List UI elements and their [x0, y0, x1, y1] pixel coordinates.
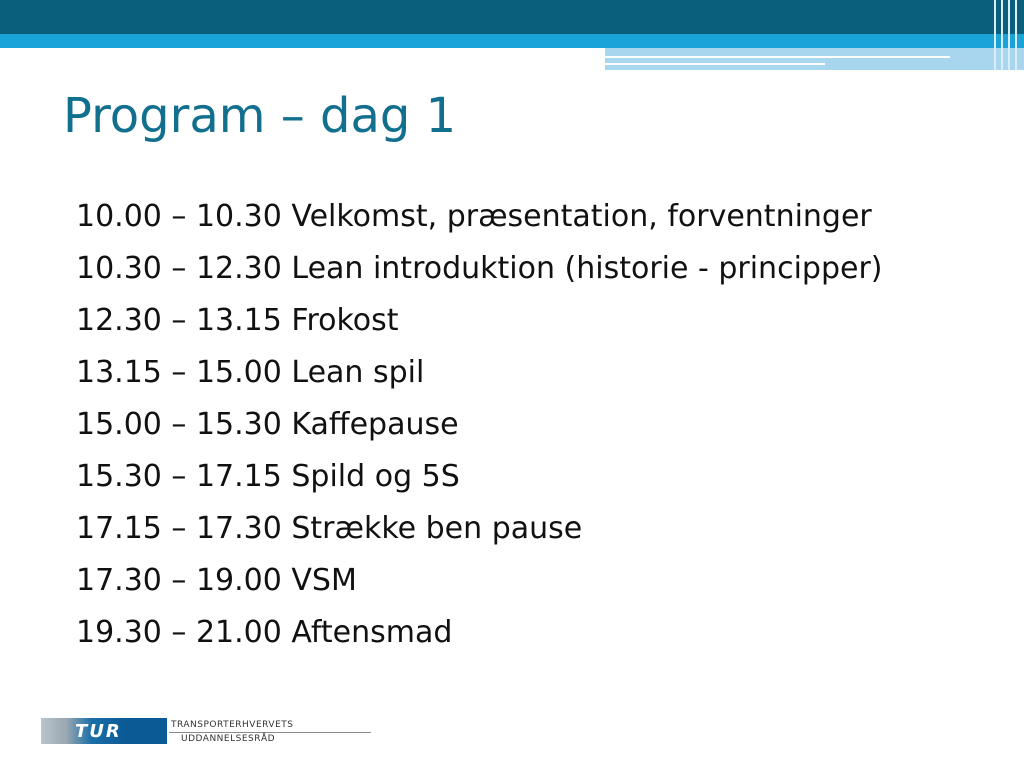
- agenda-item: 10.00 – 10.30 Velkomst, præsentation, forventninger: [76, 199, 872, 234]
- logo-mark-tail: [125, 718, 167, 744]
- header-stripe: [605, 63, 825, 65]
- header-stripe: [605, 56, 950, 58]
- agenda-item: 15.30 – 17.15 Spild og 5S: [76, 459, 460, 494]
- header-vertical-stripe: [1015, 0, 1017, 70]
- agenda-item: 12.30 – 13.15 Frokost: [76, 303, 399, 338]
- logo-org-name-line1: TRANSPORTERHVERVETS: [171, 720, 294, 730]
- slide-title: Program – dag 1: [63, 88, 457, 144]
- header-banner-light: [605, 48, 1024, 70]
- agenda-item: 15.00 – 15.30 Kaffepause: [76, 407, 459, 442]
- header-banner-mid: [0, 34, 1024, 48]
- agenda-list: [76, 191, 882, 659]
- header-banner-dark: [0, 0, 1024, 34]
- logo-org-name-line2: UDDANNELSESRÅD: [181, 734, 276, 744]
- agenda-item: 10.30 – 12.30 Lean introduktion (historie - principper): [76, 251, 883, 286]
- agenda-item: 19.30 – 21.00 Aftensmad: [76, 615, 453, 650]
- header-vertical-stripe: [1001, 0, 1003, 70]
- logo-rule: [169, 732, 371, 733]
- agenda-item: 17.30 – 19.00 VSM: [76, 563, 357, 598]
- agenda-item: 17.15 – 17.30 Strække ben pause: [76, 511, 583, 546]
- header-vertical-stripe: [1008, 0, 1010, 70]
- agenda-item: 13.15 – 15.00 Lean spil: [76, 355, 425, 390]
- logo-word: TUR: [75, 721, 122, 742]
- tur-logo: [41, 718, 371, 746]
- header-vertical-stripe: [994, 0, 996, 70]
